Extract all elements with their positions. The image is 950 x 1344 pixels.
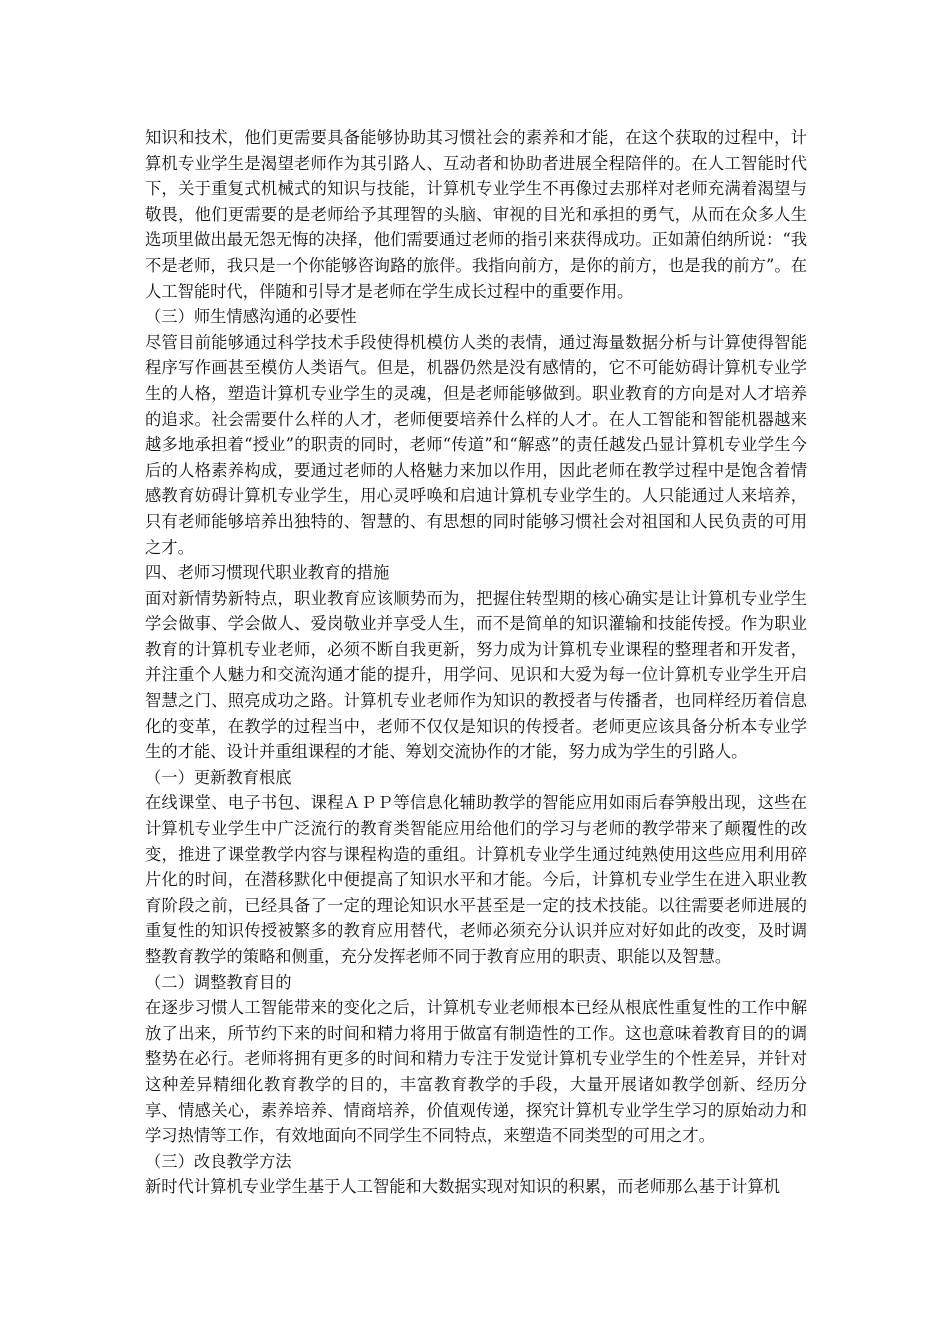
body-paragraph: 在逐步习惯人工智能带来的变化之后，计算机专业老师根本已经从根底性重复性的工作中解放了出来，所节约下来的时间和精力将用于做富有制造性的工作。这也意味着教育目的的调整势在必行。老师将拥有更多的时间和精力专注于发觉计算机专业学生的个性差异，并针对这种差异精细化教育教学的目的，丰富教育教学的手段，大量开展诸如教学创新、经历分享、情感关心，素养培养、情商培养，价值观传递，探究计算机专业学生学习的原始动力和学习热情等工作，有效地面向不同学生不同特点，来塑造不同类型的可用之才。 <box>145 998 807 1146</box>
section-heading: （三）师生情感沟通的必要性 <box>145 307 357 327</box>
section-heading: （一）更新教育根底 <box>145 767 292 787</box>
body-paragraph: 在线课堂、电子书包、课程ＡＰＰ等信息化辅助教学的智能应用如雨后春笋般出现，这些在计算机专业学生中广泛流行的教育类智能应用给他们的学习与老师的教学带来了颠覆性的改变，推进了课堂教学内容与课程构造的重组。计算机专业学生通过纯熟使用这些应用利用碎片化的时间，在潜移默化中便提高了知识水平和才能。今后，计算机专业学生在进入职业教育阶段之前，已经具备了一定的理论知识水平甚至是一定的技术技能。以往需要老师进展的重复性的知识传授被繁多的教育应用替代，老师必须充分认识并应对好如此的改变，及时调整教育教学的策略和侧重，充分发挥老师不同于教育应用的职责、职能以及智慧。 <box>145 793 807 966</box>
document-body <box>145 125 807 1200</box>
section-heading: （二）调整教育目的 <box>145 972 292 992</box>
body-paragraph: 面对新情势新特点，职业教育应该顺势而为，把握住转型期的核心确实是让计算机专业学生学会做事、学会做人、爱岗敬业并享受人生，而不是简单的知识灌输和技能传授。作为职业教育的计算机专业老师，必须不断自我更新，努力成为计算机专业课程的整理者和开发者，并注重个人魅力和交流沟通才能的提升，用学问、见识和大爱为每一位计算机专业学生开启智慧之门、照亮成功之路。计算机专业老师作为知识的教授者与传播者，也同样经历着信息化的变革，在教学的过程当中，老师不仅仅是知识的传授者。老师更应该具备分析本专业学生的才能、设计并重组课程的才能、筹划交流协作的才能，努力成为学生的引路人。 <box>145 588 807 762</box>
section-heading: 四、老师习惯现代职业教育的措施 <box>145 563 390 583</box>
body-paragraph: 新时代计算机专业学生基于人工智能和大数据实现对知识的积累，而老师那么基于计算机 <box>145 1177 780 1197</box>
section-heading: （三）改良教学方法 <box>145 1151 292 1171</box>
body-paragraph: 尽管目前能够通过科学技术手段使得机模仿人类的表情，通过海量数据分析与计算使得智能程序写作画甚至模仿人类语气。但是，机器仍然是没有感情的，它不可能妨碍计算机专业学生的人格，塑造计算机专业学生的灵魂，但是老师能够做到。职业教育的方向是对人才培养的追求。社会需要什么样的人才，老师便要培养什么样的人才。在人工智能和智能机器越来越多地承担着“授业”的职责的同时，老师“传道”和“解惑”的责任越发凸显计算机专业学生今后的人格素养构成，要通过老师的人格魅力来加以作用，因此老师在教学过程中是饱含着情感教育妨碍计算机专业学生，用心灵呼唤和启迪计算机专业学生的。人只能通过人来培养，只有老师能够培养出独特的、智慧的、有思想的同时能够习惯社会对祖国和人民负责的可用之才。 <box>145 332 807 557</box>
body-paragraph: 知识和技术，他们更需要具备能够协助其习惯社会的素养和才能，在这个获取的过程中，计算机专业学生是渴望老师作为其引路人、互动者和协助者进展全程陪伴的。在人工智能时代下，关于重复式机械式的知识与技能，计算机专业学生不再像过去那样对老师充满着渴望与敬畏，他们更需要的是老师给予其理智的头脑、审视的目光和承担的勇气，从而在众多人生选项里做出最无怨无悔的决择，他们需要通过老师的指引来获得成功。正如萧伯纳所说：“我不是老师，我只是一个你能够咨询路的旅伴。我指向前方，是你的前方，也是我的前方”。在人工智能时代，伴随和引导才是老师在学生成长过程中的重要作用。 <box>145 128 807 301</box>
